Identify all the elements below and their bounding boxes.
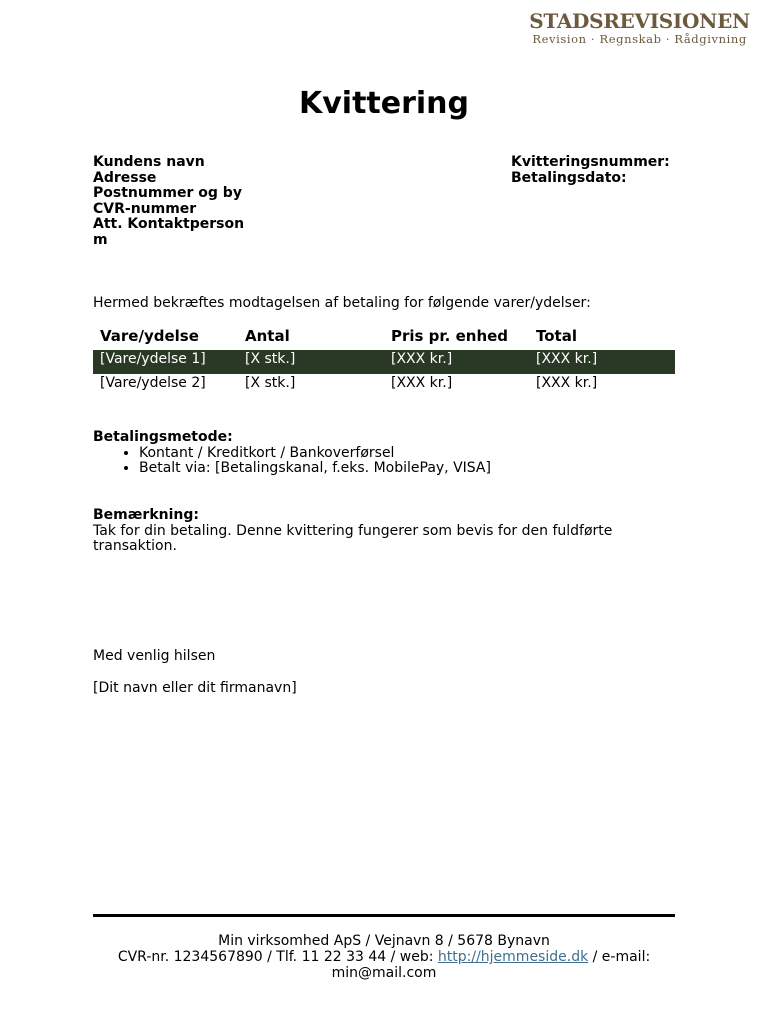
footer-contact-line [93, 949, 675, 965]
payment-date-label: Betalingsdato: [511, 169, 627, 186]
customer-info [93, 155, 253, 248]
payment-method-heading: Betalingsmetode: [93, 429, 233, 445]
cell-total: [XXX kr.] [536, 375, 598, 391]
footer-address-line: Min virksomhed ApS / Vejnavn 8 / 5678 Bynavn [218, 933, 550, 949]
footer-email: min@mail.com [331, 965, 437, 981]
cell-unit-price: [XXX kr.] [391, 375, 453, 391]
remark-section [93, 508, 675, 555]
column-header-total: Total [536, 327, 577, 345]
page-title: Kvittering [298, 86, 470, 121]
table-row [93, 374, 675, 398]
column-header-unit-price: Pris pr. enhed [391, 327, 509, 345]
payment-method-list [93, 446, 491, 477]
logo-wordmark: STADSREVISIONEN [529, 9, 750, 33]
customer-attention-suffix: m [93, 231, 108, 248]
intro-text: Hermed bekræftes modtagelsen af betaling for følgende varer/ydelser: [93, 295, 591, 311]
cell-quantity: [X stk.] [245, 375, 296, 391]
table-header-row [93, 322, 675, 350]
column-header-quantity: Antal [245, 327, 290, 345]
list-item: • Kontant / Kreditkort / Bankoverførsel [139, 446, 491, 462]
footer [93, 933, 675, 981]
customer-address: Adresse [93, 169, 157, 186]
cell-quantity: [X stk.] [238, 350, 384, 374]
list-item: • Betalt via: [Betalingskanal, f.eks. MobilePay, VISA] [139, 461, 491, 477]
payment-method-section [93, 430, 491, 477]
cell-total: [XXX kr.] [529, 350, 675, 374]
column-header-item: Vare/ydelse [100, 327, 199, 345]
customer-postcode-city: Postnummer og by [93, 185, 242, 201]
items-table [93, 322, 675, 398]
remark-text: Tak for din betaling. Denne kvittering fungerer som bevis for den fuldførte transaktion. [93, 522, 613, 554]
logo-tagline: Revision · Regnskab · Rådgivning [532, 32, 747, 46]
table-row [93, 350, 675, 374]
footer-contact-prefix: CVR-nr. 1234567890 / Tlf. 11 22 33 44 / web: [117, 949, 438, 965]
company-logo [529, 10, 750, 46]
closing-greeting: Med venlig hilsen [93, 648, 216, 664]
cell-item: [Vare/ydelse 2] [100, 375, 206, 391]
footer-contact-suffix: / e-mail: [588, 949, 651, 965]
receipt-meta [511, 155, 670, 186]
cell-item: [Vare/ydelse 1] [93, 350, 238, 374]
receipt-number-label: Kvitteringsnummer: [511, 154, 670, 170]
signature-placeholder: [Dit navn eller dit firmanavn] [93, 680, 297, 696]
remark-heading: Bemærkning: [93, 507, 199, 523]
footer-divider [93, 914, 675, 917]
customer-cvr: CVR-nummer [93, 200, 197, 217]
cell-unit-price: [XXX kr.] [384, 350, 529, 374]
customer-name: Kundens navn [93, 154, 205, 170]
customer-attention: Att. Kontaktperson [93, 216, 245, 232]
website-link[interactable]: http://hjemmeside.dk [437, 949, 589, 965]
